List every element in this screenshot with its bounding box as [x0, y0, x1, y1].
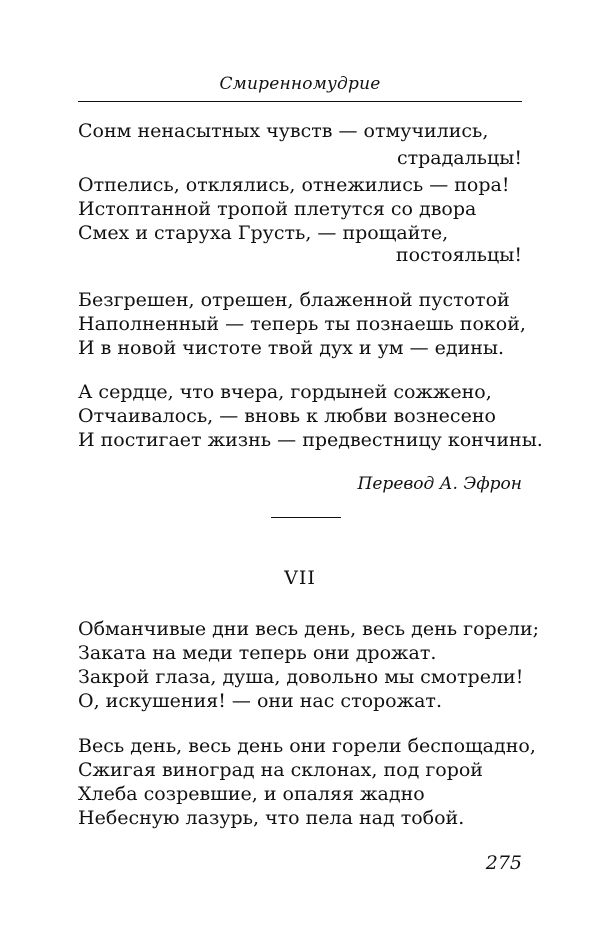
poem-line: Закрой глаза, душа, довольно мы смотрели!	[78, 666, 524, 688]
poem-line: Сжигая виноград на склонах, под горой	[78, 759, 483, 781]
translator-credit: Перевод А. Эфрон	[357, 474, 522, 494]
poem-line: Хлеба созревшие, и опаляя жадно	[78, 783, 425, 805]
poem-line: Весь день, весь день они горели беспощадно,	[78, 735, 536, 757]
poem-line: Сонм ненасытных чувств — отмучились,	[78, 120, 489, 142]
running-head: Смиренномудрие	[219, 74, 381, 94]
poem-line: Небесную лазурь, что пела над тобой.	[78, 807, 465, 829]
poem-line: постояльцы!	[395, 244, 522, 266]
poem-line: И в новой чистоте твой дух и ум — едины.	[78, 337, 505, 359]
poem-line: О, искушения! — они нас сторожат.	[78, 690, 442, 712]
poem-line: Отпелись, отклялись, отнежились — пора!	[78, 174, 510, 196]
poem-line: Наполненный — теперь ты познаешь покой,	[78, 313, 526, 335]
poem-line: Истоптанной тропой плетутся со двора	[78, 198, 477, 220]
poem-line: Отчаивалось, — вновь к любви вознесено	[78, 405, 496, 427]
poem-line: И постигает жизнь — предвестницу кончины.	[78, 429, 543, 451]
poem-line: А сердце, что вчера, гордыней сожжено,	[78, 381, 492, 403]
page-number: 275	[485, 852, 522, 874]
section-title: VII	[284, 567, 316, 589]
section-divider	[271, 517, 341, 518]
poem-line: Заката на меди теперь они дрожат.	[78, 642, 437, 664]
header-rule	[78, 101, 522, 102]
poem-line: Безгрешен, отрешен, блаженной пустотой	[78, 289, 510, 311]
poem-line: страдальцы!	[396, 147, 522, 169]
poem-line: Обманчивые дни весь день, весь день горели;	[78, 618, 540, 640]
poem-line: Смех и старуха Грусть, — прощайте,	[78, 222, 449, 244]
